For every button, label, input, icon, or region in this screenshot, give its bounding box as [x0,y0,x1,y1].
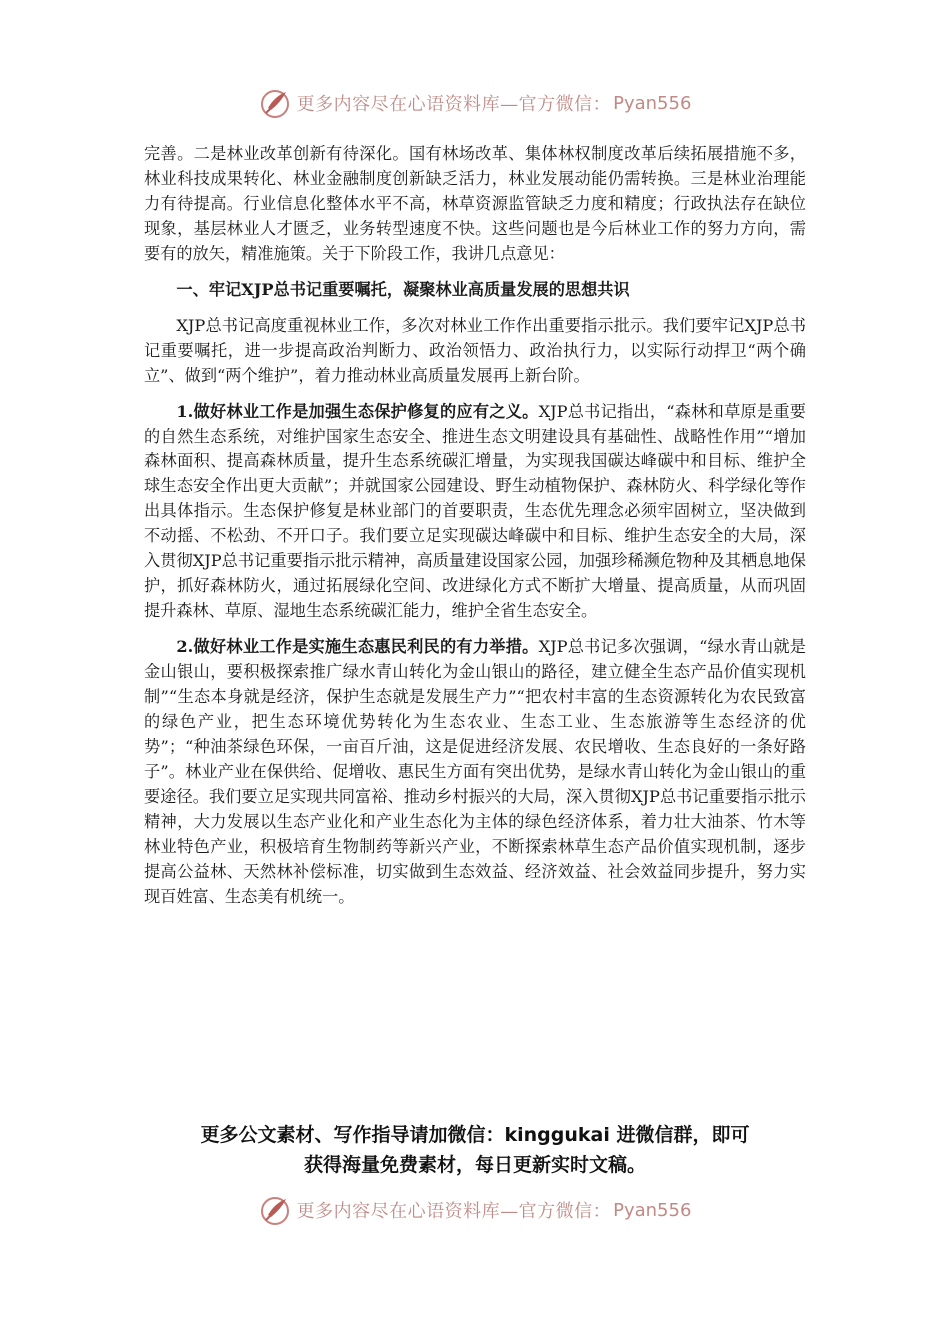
pen-logo-icon [259,1193,293,1227]
document-body [144,142,806,910]
watermark-text: 更多内容尽在心语资料库—官方微信： [296,94,612,115]
paragraph-3 [144,635,806,909]
pen-logo-icon [259,86,293,120]
watermark-text: 更多内容尽在心语资料库—官方微信： [296,1201,612,1222]
watermark-footer [0,1190,950,1230]
promo-notice [130,1120,820,1180]
paragraph-3-text: XJP总书记多次强调，“绿水青山就是金山银山，要积极探索推广绿水青山转化为金山银山的路径，建立健全生态产品价值实现机制”“生态本身就是经济，保护生态就是发展生产力”“把农村丰富的生态资源转化为农民致富的绿色产业，把生态环境优势转化为生态农业、生态工业、生态旅游等生态经济的优势”；“种油茶绿色环保，一亩百斤油，这是促进经济发展、农民增收、生态良好的一条好路子”。林业产业在保供给、促增收、惠民生方面有突出优势，是绿水青山转化为金山银山的重要途径。我们要立足实现共同富裕、推动乡村振兴的大局，深入贯彻XJP总书记重要指示批示精神，大力发展以生态产业化和产业生态化为主体的绿色经济体系，着力壮大油茶、竹木等林业特色产业，积极培育生物制药等新兴产业，不断探索林草生态产品价值实现机制，逐步提高公益林、天然林补偿标准，切实做到生态效益、经济效益、社会效益同步提升，努力实现百姓富、生态美有机统一。 [144,637,806,906]
promo-line-2: 获得海量免费素材，每日更新实时文稿。 [303,1154,646,1176]
paragraph-3-lead: 2.做好林业工作是实施生态惠民利民的有力举措。 [176,637,539,657]
watermark-header [0,83,950,123]
paragraph-2-text: XJP总书记指出，“森林和草原是重要的自然生态系统，对维护国家生态安全、推进生态文明建设具有基础性、战略性作用”“增加森林面积、提高森林质量，提升生态系统碳汇增量，为实现我国碳达峰碳中和目标、维护全球生态安全作出更大贡献”；并就国家公园建设、野生动植物保护、森林防火、科学绿化等作出具体指示。生态保护修复是林业部门的首要职责，生态优先理念必须牢固树立，坚决做到不动摇、不松劲、不开口子。我们要立足实现碳达峰碳中和目标、维护生态安全的大局，深入贯彻XJP总书记重要指示批示精神，高质量建设国家公园，加强珍稀濒危物种及其栖息地保护，抓好森林防火，通过拓展绿化空间、改进绿化方式不断扩大增量、提高质量，从而巩固提升森林、草原、湿地生态系统碳汇能力，维护全省生态安全。 [144,401,806,621]
promo-line-1: 更多公文素材、写作指导请加微信：kinggukai 进微信群，即可 [200,1124,750,1146]
section-heading: 一、牢记XJP总书记重要嘱托，凝聚林业高质量发展的思想共识 [176,279,630,299]
watermark-id: Pyan556 [613,92,692,114]
paragraph-2 [144,400,806,625]
intro-paragraph: 完善。二是林业改革创新有待深化。国有林场改革、集体林权制度改革后续拓展措施不多，林业科技成果转化、林业金融制度创新缺乏活力，林业发展动能仍需转换。三是林业治理能力有待提高。行业信息化整体水平不高，林草资源监管缺乏力度和精度；行政执法存在缺位现象，基层林业人才匮乏，业务转型速度不快。这些问题也是今后林业工作的努力方向，需要有的放矢，精准施策。关于下阶段工作，我讲几点意见： [144,144,806,263]
paragraph-2-lead: 1.做好林业工作是加强生态保护修复的应有之义。 [176,401,539,421]
paragraph-1: XJP总书记高度重视林业工作，多次对林业工作作出重要指示批示。我们要牢记XJP总书记重要嘱托，进一步提高政治判断力、政治领悟力、政治执行力，以实际行动捍卫“两个确立”、做到“两个维护”，着力推动林业高质量发展再上新台阶。 [144,315,806,385]
watermark-id: Pyan556 [613,1199,692,1221]
